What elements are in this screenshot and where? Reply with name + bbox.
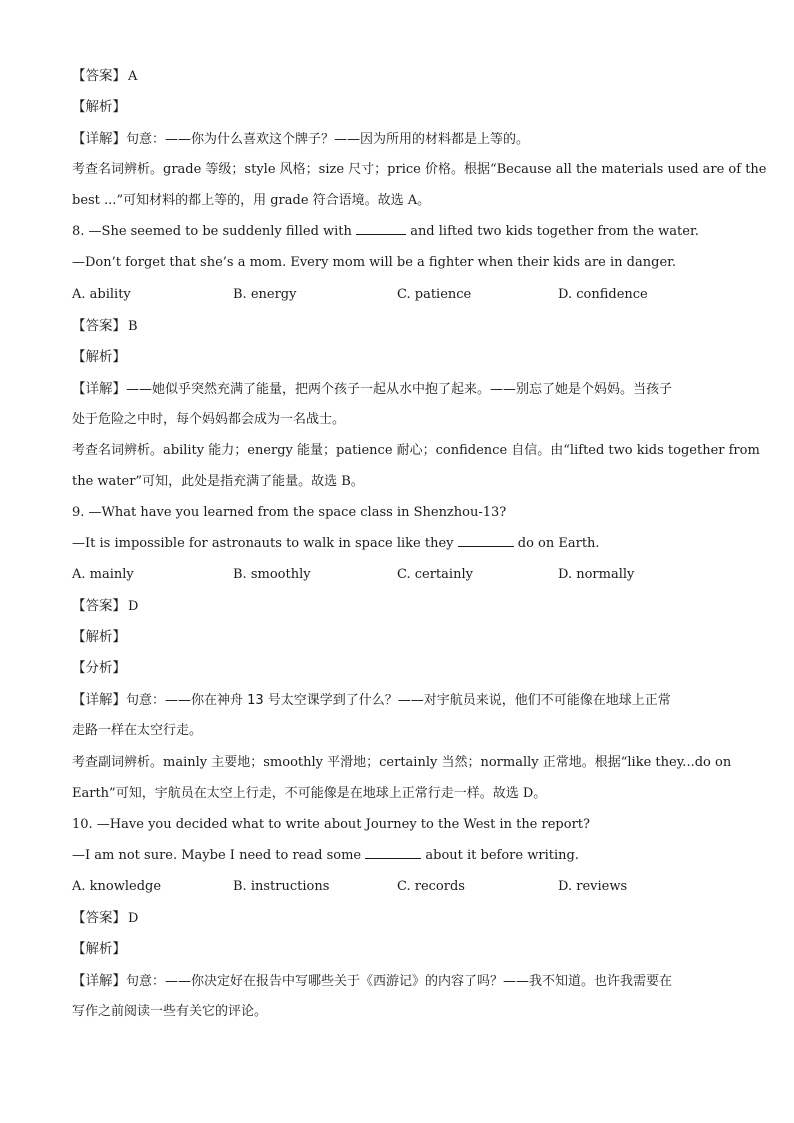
q7-explain-line-1: 考查名词辨析。grade 等级；style 风格；size 尺寸；price 价格。根据“Because all the materials used are of the xyxy=(72,162,767,177)
q8-reply: —Don’t forget that she’s a mom. Every mom will be a fighter when their kids are in danger. xyxy=(72,255,677,270)
option-c: C. patience xyxy=(397,287,472,302)
q9-detail-line-1 xyxy=(72,690,724,711)
q7-answer-line xyxy=(72,66,724,87)
option-c: C. records xyxy=(397,879,465,894)
option-b: B. instructions xyxy=(233,879,330,894)
answer-blank xyxy=(365,846,421,859)
detail-text: 句意：——你为什么喜欢这个牌子？——因为所用的材料都是上等的。 xyxy=(126,132,530,147)
q10-reply-post: about it before writing. xyxy=(425,848,579,863)
q10-detail-line-2: 写作之前阅读一些有关它的评论。 xyxy=(72,1004,268,1019)
answer-tag: 【答案】 xyxy=(72,318,126,334)
option-c: C. certainly xyxy=(397,567,473,582)
option-d: D. normally xyxy=(558,567,635,582)
option-a: A. knowledge xyxy=(72,879,162,894)
q7-explain-line-2: best ...”可知材料的都上等的，用 grade 符合语境。故选 A。 xyxy=(72,193,431,208)
q8-answer-line xyxy=(72,316,724,337)
answer-blank xyxy=(356,222,406,235)
q8-stem xyxy=(72,222,724,242)
answer-value: D xyxy=(128,911,139,926)
detail-tag: 【详解】 xyxy=(72,973,126,989)
q9-detail-line-2: 走路一样在太空行走。 xyxy=(72,723,203,738)
q8-explain-line-2: the water”可知，此处是指充满了能量。故选 B。 xyxy=(72,474,364,489)
q9-explain-line-1: 考查副词辨析。mainly 主要地；smoothly 平滑地；certainly 当然；normally 正常地。根据“like they...do on xyxy=(72,755,732,770)
q8-stem-pre: 8. —She seemed to be suddenly filled with xyxy=(72,224,352,239)
answer-value: B xyxy=(128,319,138,334)
option-b: B. smoothly xyxy=(233,567,311,582)
detail-tag: 【详解】 xyxy=(72,131,126,147)
option-d: D. reviews xyxy=(558,879,628,894)
answer-tag: 【答案】 xyxy=(72,910,126,926)
q10-reply-pre: —I am not sure. Maybe I need to read some xyxy=(72,848,362,863)
detail-text: 句意：——你决定好在报告中写哪些关于《西游记》的内容了吗？——我不知道。也许我需要在 xyxy=(126,974,673,989)
option-d: D. confidence xyxy=(558,287,648,302)
analysis-tag: 【解析】 xyxy=(72,99,126,115)
q10-reply xyxy=(72,846,724,866)
answer-tag: 【答案】 xyxy=(72,68,126,84)
q10-analysis-line xyxy=(72,939,724,960)
option-a: A. ability xyxy=(72,287,131,302)
q8-analysis-line xyxy=(72,347,724,368)
q9-explain-line-2: Earth”可知，宇航员在太空上行走，不可能像是在地球上正常行走一样。故选 D。 xyxy=(72,786,547,801)
answer-tag: 【答案】 xyxy=(72,598,126,614)
detail-tag: 【详解】 xyxy=(72,381,126,397)
answer-value: D xyxy=(128,599,139,614)
q8-detail-line-1 xyxy=(72,379,724,400)
q9-reply-post: do on Earth. xyxy=(517,536,600,551)
q10-answer-line xyxy=(72,908,724,929)
fenxi-tag: 【分析】 xyxy=(72,660,126,676)
q7-detail-line xyxy=(72,129,724,150)
q9-reply-pre: —It is impossible for astronauts to walk in space like they xyxy=(72,536,454,551)
analysis-tag: 【解析】 xyxy=(72,349,126,365)
q9-answer-line xyxy=(72,596,724,617)
option-b: B. energy xyxy=(233,287,297,302)
analysis-tag: 【解析】 xyxy=(72,941,126,957)
q10-stem: 10. —Have you decided what to write about Journey to the West in the report? xyxy=(72,817,590,832)
q9-reply xyxy=(72,534,724,554)
analysis-tag: 【解析】 xyxy=(72,629,126,645)
q8-explain-line-1: 考查名词辨析。ability 能力；energy 能量；patience 耐心；confidence 自信。由“lifted two kids together from xyxy=(72,443,760,458)
option-a: A. mainly xyxy=(72,567,134,582)
q9-fenxi-line xyxy=(72,658,724,679)
detail-text: ——她似乎突然充满了能量，把两个孩子一起从水中抱了起来。——别忘了她是个妈妈。当孩子 xyxy=(126,382,673,397)
q7-analysis-line xyxy=(72,97,724,118)
detail-text: 句意：——你在神舟 13 号太空课学到了什么？——对宇航员来说，他们不可能像在地球上正常 xyxy=(126,693,671,708)
answer-blank xyxy=(458,534,514,547)
q8-stem-post: and lifted two kids together from the water. xyxy=(410,224,699,239)
answer-value: A xyxy=(128,69,138,84)
q10-detail-line-1 xyxy=(72,971,724,992)
q8-detail-line-2: 处于危险之中时，每个妈妈都会成为一名战士。 xyxy=(72,412,346,427)
q9-stem: 9. —What have you learned from the space class in Shenzhou-13? xyxy=(72,505,507,520)
q9-analysis-line xyxy=(72,627,724,648)
detail-tag: 【详解】 xyxy=(72,692,126,708)
